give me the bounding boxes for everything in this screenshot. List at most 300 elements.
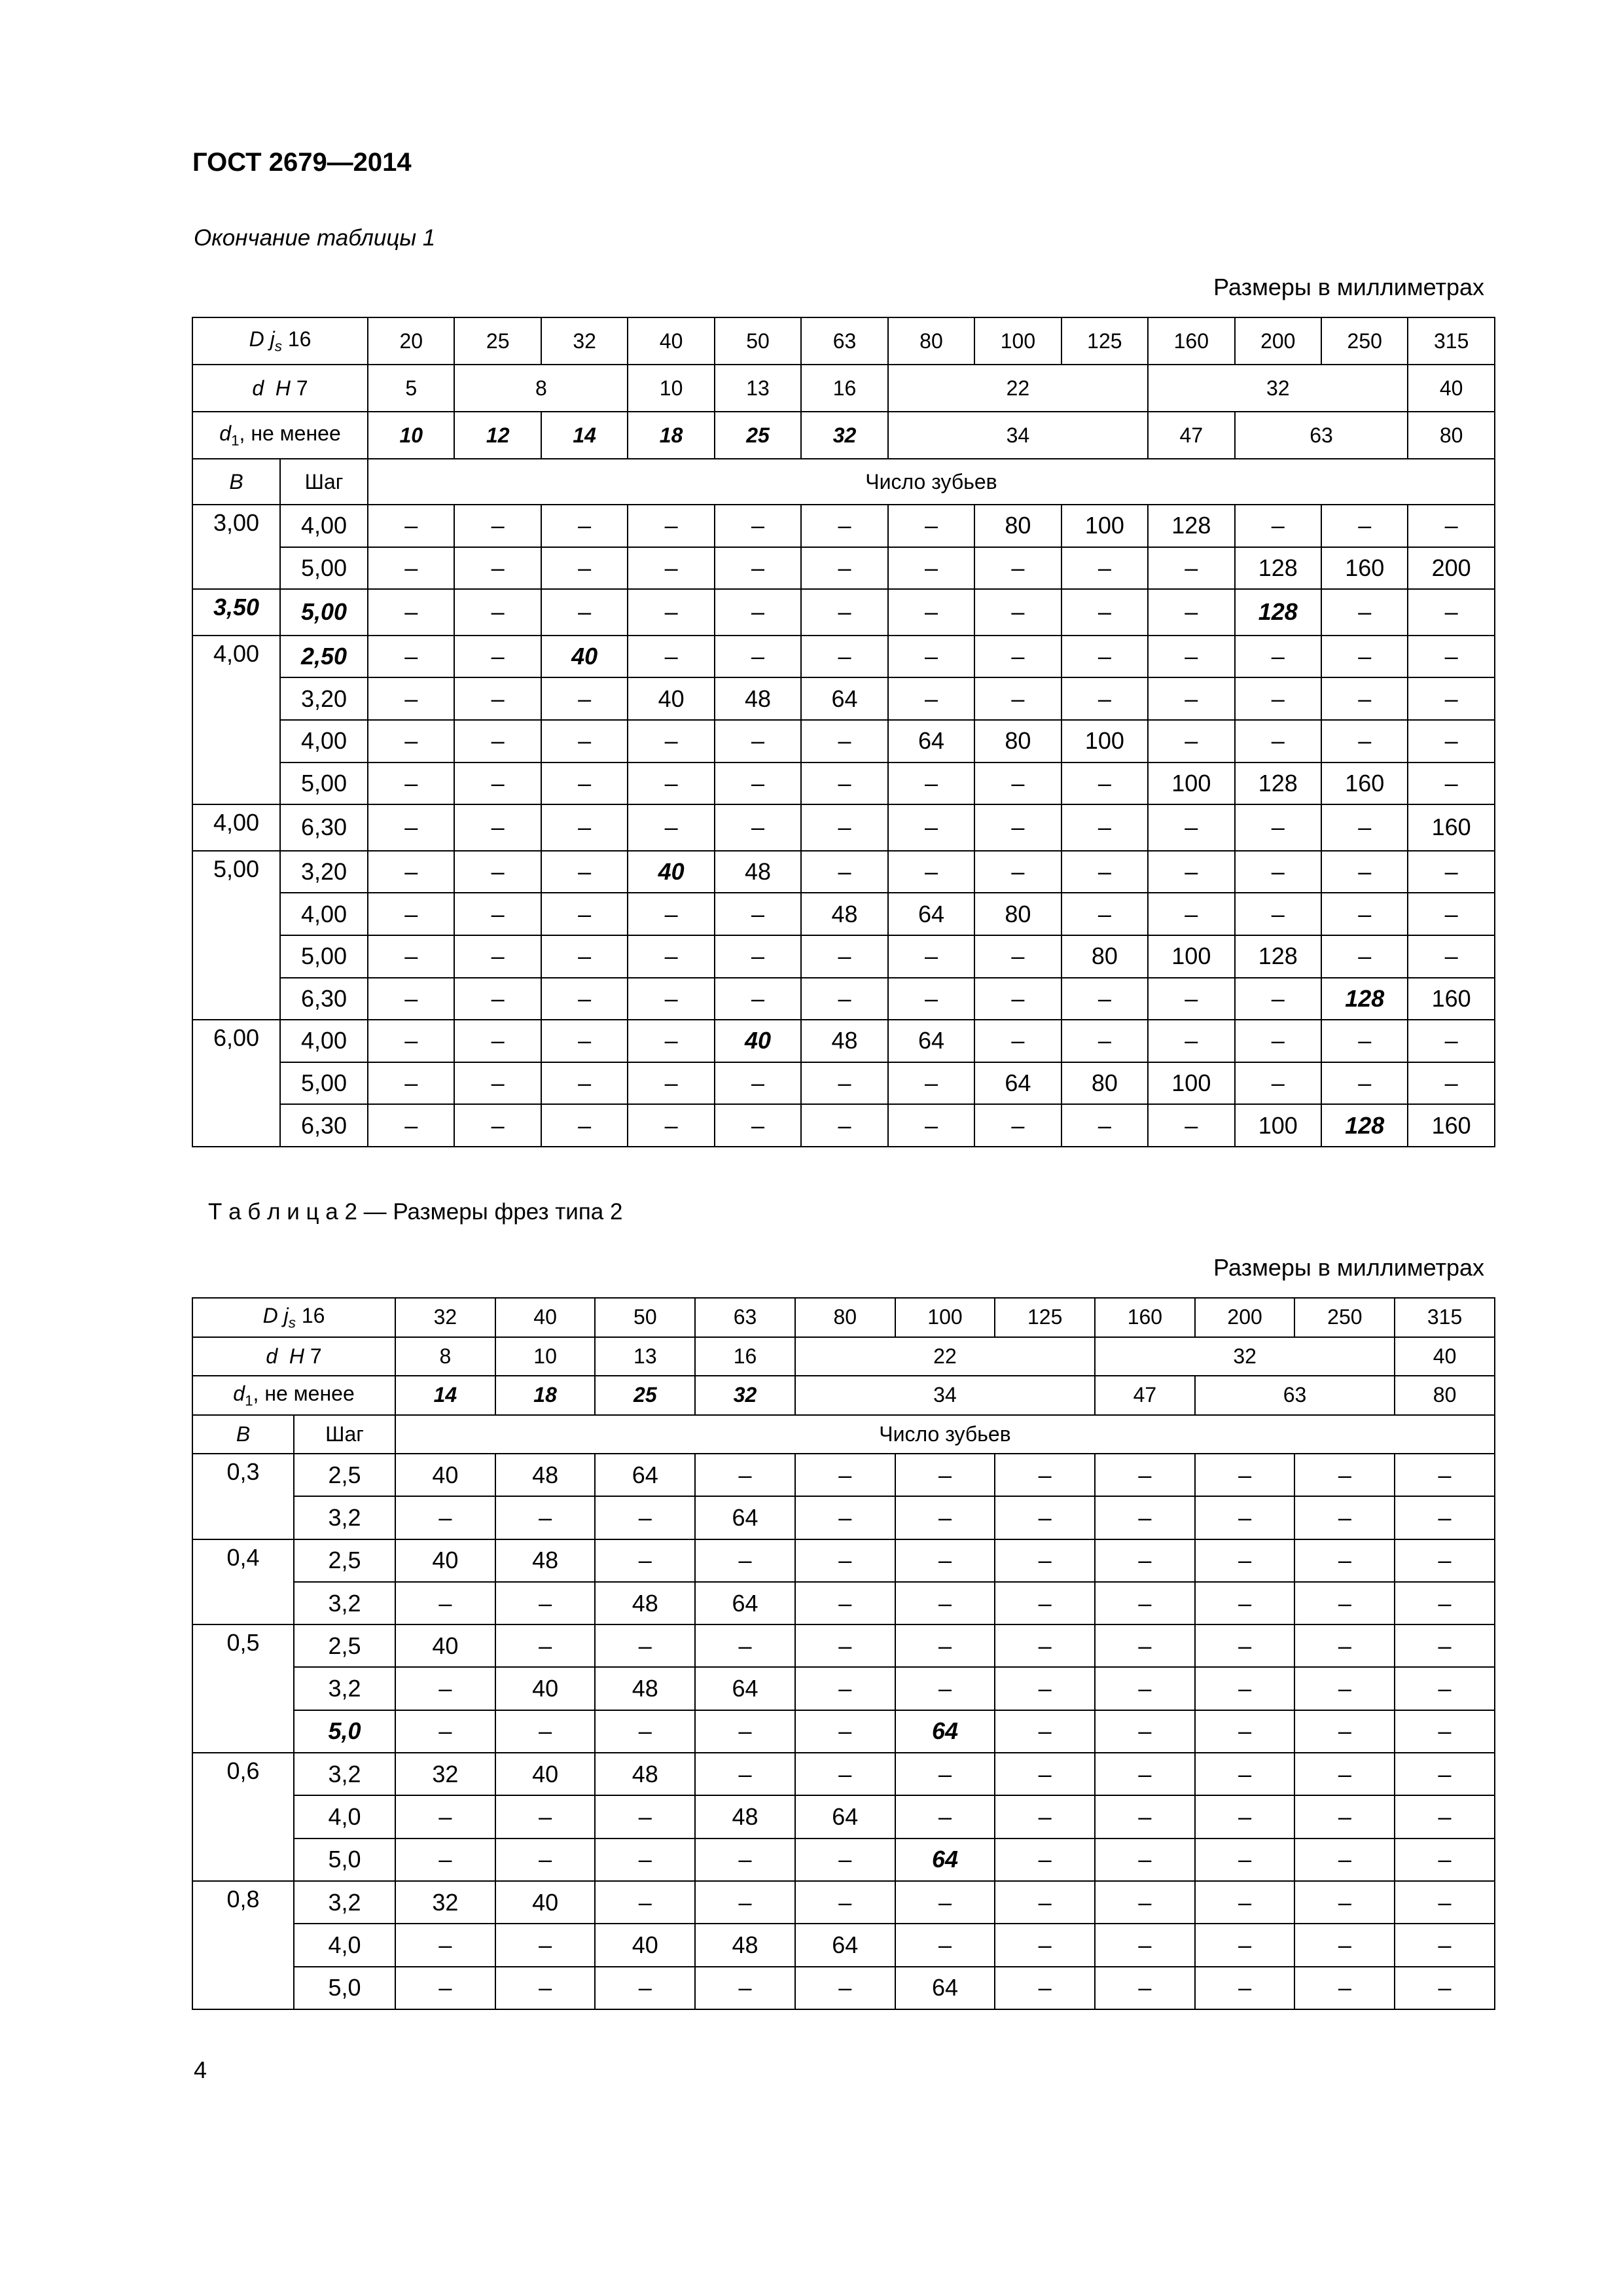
cell-teeth: – [715,720,801,762]
cell-teeth: – [974,589,1061,636]
table-row [192,1104,1495,1147]
cell-teeth: – [715,935,801,978]
cell-teeth: – [1148,893,1234,935]
cell-teeth: – [1321,636,1408,678]
cell-teeth: – [895,1753,995,1795]
cell-teeth: – [995,1924,1095,1966]
cell-teeth: – [454,677,541,720]
table-row [192,1710,1495,1753]
cell-teeth: – [454,1062,541,1105]
cell-teeth: – [1061,1104,1148,1147]
cell-teeth: – [628,893,714,935]
header-cell: 80 [795,1298,895,1337]
cell-teeth: – [995,1539,1095,1582]
cell-teeth: – [1321,720,1408,762]
cell-teeth: – [628,804,714,851]
cell-step: 2,5 [294,1454,395,1496]
cell-teeth: – [995,1496,1095,1539]
cell-teeth: – [1235,1062,1321,1105]
cell-teeth: – [1395,1967,1495,2009]
cell-teeth: – [495,1582,596,1624]
cell-teeth: – [395,1839,495,1881]
cell-B: 0,4 [192,1539,294,1625]
cell-teeth: 40 [495,1753,596,1795]
cell-teeth: – [1321,804,1408,851]
cell-teeth: – [995,1967,1095,2009]
cell-teeth: – [1148,851,1234,893]
cell-teeth: – [1395,1624,1495,1667]
cell-teeth: – [1235,677,1321,720]
cell-teeth: – [495,1967,596,2009]
cell-teeth: – [695,1881,795,1924]
header-cell: 34 [888,412,1148,459]
cell-teeth: – [888,677,974,720]
cell-teeth: – [715,893,801,935]
table-row [192,1582,1495,1624]
cell-teeth: – [801,589,887,636]
table-row [192,589,1495,636]
cell-teeth: – [1294,1667,1395,1710]
cell-teeth: 64 [888,893,974,935]
cell-teeth: – [395,1496,495,1539]
cell-teeth: 40 [541,636,628,678]
cell-teeth: – [795,1667,895,1710]
cell-teeth: – [1095,1710,1195,1753]
table-1 [192,317,1495,1147]
cell-teeth: – [368,1104,454,1147]
cell-teeth: – [1095,1839,1195,1881]
cell-teeth: – [801,978,887,1020]
header-cell: 13 [595,1337,695,1376]
cell-step: 4,00 [280,893,368,935]
cell-teeth: – [368,1062,454,1105]
header-cell: 40 [1408,365,1494,412]
cell-teeth: – [888,589,974,636]
header-cell: 14 [541,412,628,459]
cell-teeth: – [695,1539,795,1582]
cell-teeth: – [995,1667,1095,1710]
table-row [192,720,1495,762]
cell-teeth: – [1148,636,1234,678]
cell-teeth: – [368,505,454,547]
cell-teeth: – [895,1624,995,1667]
cell-teeth: – [1061,677,1148,720]
cell-teeth: – [595,1839,695,1881]
cell-teeth: – [1148,547,1234,590]
table-row [192,1795,1495,1838]
cell-teeth: – [495,1924,596,1966]
cell-teeth: – [368,589,454,636]
cell-teeth: – [715,1104,801,1147]
cell-teeth: – [1095,1881,1195,1924]
cell-teeth: – [715,978,801,1020]
cell-teeth: – [1195,1839,1295,1881]
cell-teeth: 40 [628,851,714,893]
cell-teeth: – [541,935,628,978]
header-cell: 80 [1408,412,1494,459]
cell-teeth: – [1095,1753,1195,1795]
cell-teeth: 64 [895,1839,995,1881]
cell-teeth: – [795,1881,895,1924]
cell-teeth: 100 [1148,762,1234,805]
cell-teeth: – [995,1710,1095,1753]
cell-teeth: – [454,1020,541,1062]
cell-teeth: – [974,978,1061,1020]
header-cell: 20 [368,317,454,365]
cell-teeth: – [1061,636,1148,678]
cell-teeth: – [974,935,1061,978]
cell-teeth: – [1061,762,1148,805]
cell-teeth: – [895,1496,995,1539]
cell-teeth: – [895,1454,995,1496]
cell-teeth: – [1061,851,1148,893]
header-cell: 250 [1294,1298,1395,1337]
cell-teeth: 48 [595,1753,695,1795]
table-row [192,1667,1495,1710]
cell-teeth: – [395,1967,495,2009]
cell-teeth: – [1195,1881,1295,1924]
cell-B: 0,5 [192,1624,294,1753]
cell-step: 4,0 [294,1924,395,1966]
cell-teeth: – [541,1104,628,1147]
cell-teeth: 40 [395,1624,495,1667]
cell-teeth: 64 [801,677,887,720]
cell-teeth: – [715,636,801,678]
cell-teeth: – [795,1454,895,1496]
cell-teeth: – [541,1020,628,1062]
cell-teeth: – [454,978,541,1020]
table-row [192,1020,1495,1062]
header-cell: 125 [1061,317,1148,365]
cell-teeth: – [395,1710,495,1753]
cell-teeth: – [1195,1667,1295,1710]
cell-teeth: 100 [1061,720,1148,762]
cell-teeth: – [1195,1967,1295,2009]
cell-teeth: – [541,762,628,805]
cell-teeth: – [541,1062,628,1105]
header-cell: 160 [1095,1298,1195,1337]
table-row [192,636,1495,678]
cell-teeth: 64 [974,1062,1061,1105]
cell-step: 3,2 [294,1667,395,1710]
cell-teeth: – [1294,1753,1395,1795]
cell-step: 6,30 [280,978,368,1020]
cell-teeth: 160 [1321,762,1408,805]
cell-teeth: – [454,804,541,851]
cell-step: 3,20 [280,677,368,720]
cell-teeth: – [628,547,714,590]
cell-teeth: – [454,720,541,762]
cell-teeth: – [801,720,887,762]
table-row [192,978,1495,1020]
cell-teeth: – [628,978,714,1020]
header-cell: 315 [1408,317,1494,365]
header-cell: 80 [888,317,974,365]
cell-teeth: – [1195,1924,1295,1966]
cell-teeth: 40 [395,1539,495,1582]
header-cell: 40 [628,317,714,365]
cell-teeth: – [1408,893,1494,935]
cell-B: 5,00 [192,851,280,1020]
cell-teeth: – [1395,1924,1495,1966]
cell-teeth: – [1095,1624,1195,1667]
cell-teeth: – [1095,1539,1195,1582]
cell-teeth: – [628,1062,714,1105]
header-cell: 32 [541,317,628,365]
cell-teeth: – [368,893,454,935]
header-cell: 10 [495,1337,596,1376]
cell-teeth: – [628,589,714,636]
cell-step: 3,2 [294,1496,395,1539]
cell-teeth: – [1061,804,1148,851]
row-label-D: D $j_s$ 16 [192,317,368,365]
cell-teeth: 80 [1061,1062,1148,1105]
cell-teeth: – [1321,589,1408,636]
cell-teeth: – [1408,935,1494,978]
cell-teeth: – [974,1020,1061,1062]
cell-teeth: – [1095,1795,1195,1838]
cell-teeth: – [541,720,628,762]
cell-B: 0,3 [192,1454,294,1539]
cell-teeth: – [1294,1795,1395,1838]
header-cell: 10 [368,412,454,459]
cell-teeth: – [888,851,974,893]
cell-teeth: – [1408,851,1494,893]
table-row [192,547,1495,590]
cell-teeth: – [795,1624,895,1667]
header-cell: 10 [628,365,714,412]
cell-teeth: 40 [595,1924,695,1966]
cell-teeth: – [1395,1539,1495,1582]
cell-teeth: – [628,505,714,547]
cell-step: 6,30 [280,804,368,851]
cell-teeth: – [454,1104,541,1147]
cell-teeth: – [1408,677,1494,720]
cell-teeth: – [695,1753,795,1795]
cell-teeth: – [1148,804,1234,851]
cell-teeth: 80 [974,505,1061,547]
cell-B: 4,00 [192,804,280,851]
cell-teeth: – [995,1839,1095,1881]
column-header-step: Шаг [294,1415,395,1454]
cell-teeth: – [801,1104,887,1147]
cell-teeth: 100 [1148,1062,1234,1105]
cell-teeth: – [1235,893,1321,935]
cell-teeth: – [888,978,974,1020]
header-cell: 315 [1395,1298,1495,1337]
cell-teeth: – [1195,1624,1295,1667]
table-1-caption: Окончание таблицы 1 [194,225,436,251]
cell-teeth: – [1395,1454,1495,1496]
cell-teeth: – [801,636,887,678]
cell-teeth: – [1294,1496,1395,1539]
table-row [192,893,1495,935]
cell-teeth: – [1195,1496,1295,1539]
cell-teeth: – [795,1967,895,2009]
cell-teeth: – [995,1624,1095,1667]
cell-teeth: – [1294,1624,1395,1667]
cell-teeth: – [368,762,454,805]
cell-teeth: – [595,1496,695,1539]
table-row [192,1881,1495,1924]
cell-teeth: – [1061,978,1148,1020]
cell-teeth: 48 [801,893,887,935]
header-cell: 40 [1395,1337,1495,1376]
cell-teeth: – [1294,1710,1395,1753]
cell-teeth: – [454,762,541,805]
cell-teeth: – [1294,1539,1395,1582]
cell-teeth: – [715,505,801,547]
cell-teeth: 40 [628,677,714,720]
cell-teeth: 40 [495,1881,596,1924]
cell-teeth: – [795,1710,895,1753]
cell-teeth: – [368,1020,454,1062]
cell-teeth: – [1195,1795,1295,1838]
cell-teeth: – [715,762,801,805]
cell-teeth: – [1395,1710,1495,1753]
cell-teeth: 48 [495,1539,596,1582]
cell-teeth: – [541,804,628,851]
cell-teeth: – [1061,547,1148,590]
cell-teeth: 80 [1061,935,1148,978]
cell-teeth: – [454,547,541,590]
cell-teeth: – [1148,1020,1234,1062]
table-2-caption: Т а б л и ц а 2 — Размеры фрез типа 2 [208,1199,623,1225]
cell-teeth: – [395,1924,495,1966]
cell-teeth: 160 [1321,547,1408,590]
header-cell: 80 [1395,1376,1495,1415]
cell-teeth: – [1148,978,1234,1020]
cell-teeth: – [1321,893,1408,935]
cell-teeth: 32 [395,1753,495,1795]
cell-teeth: – [1408,636,1494,678]
cell-teeth: 64 [695,1496,795,1539]
header-cell: 12 [454,412,541,459]
cell-teeth: – [395,1795,495,1838]
cell-teeth: 64 [895,1710,995,1753]
cell-teeth: – [895,1881,995,1924]
cell-teeth: – [368,978,454,1020]
cell-teeth: 64 [895,1967,995,2009]
cell-teeth: – [368,851,454,893]
cell-teeth: – [974,851,1061,893]
cell-teeth: – [368,547,454,590]
cell-teeth: – [1095,1967,1195,2009]
cell-step: 4,0 [294,1795,395,1838]
cell-teeth: – [974,762,1061,805]
cell-teeth: – [368,804,454,851]
cell-step: 4,00 [280,505,368,547]
header-cell: 32 [695,1376,795,1415]
cell-teeth: – [888,1104,974,1147]
header-cell: 16 [801,365,887,412]
cell-step: 4,00 [280,720,368,762]
table-header-row-D [192,1298,1495,1337]
table-row [192,1539,1495,1582]
cell-teeth: – [454,893,541,935]
cell-teeth: – [1095,1924,1195,1966]
header-cell: 250 [1321,317,1408,365]
cell-B: 3,50 [192,589,280,636]
cell-teeth: – [628,935,714,978]
cell-step: 2,50 [280,636,368,678]
cell-teeth: – [888,636,974,678]
table-row [192,851,1495,893]
header-cell: 100 [974,317,1061,365]
cell-B: 0,8 [192,1881,294,2009]
row-label-d: d H 7 [192,365,368,412]
header-cell: 63 [695,1298,795,1337]
cell-teeth: 160 [1408,804,1494,851]
column-header-B: B [192,459,280,505]
cell-teeth: – [454,589,541,636]
cell-teeth: – [1294,1839,1395,1881]
table-header-row-d1 [192,412,1495,459]
cell-teeth: – [1395,1582,1495,1624]
cell-teeth: – [1195,1454,1295,1496]
cell-teeth: – [1294,1582,1395,1624]
cell-teeth: – [1321,851,1408,893]
cell-teeth: – [888,804,974,851]
table-header-row-d [192,1337,1495,1376]
cell-teeth: – [1235,978,1321,1020]
cell-teeth: – [628,1020,714,1062]
cell-teeth: – [1294,1967,1395,2009]
header-cell: 125 [995,1298,1095,1337]
cell-teeth: 48 [595,1582,695,1624]
cell-teeth: – [795,1539,895,1582]
cell-teeth: 128 [1235,935,1321,978]
column-header-teeth: Число зубьев [395,1415,1495,1454]
cell-teeth: – [595,1710,695,1753]
cell-step: 5,00 [280,589,368,636]
cell-step: 3,20 [280,851,368,893]
cell-teeth: – [995,1582,1095,1624]
cell-teeth: – [1148,589,1234,636]
table-row [192,677,1495,720]
cell-teeth: – [628,720,714,762]
cell-teeth: – [1395,1753,1495,1795]
cell-step: 5,0 [294,1967,395,2009]
header-cell: 8 [454,365,628,412]
cell-teeth: – [795,1582,895,1624]
header-cell: 25 [454,317,541,365]
cell-teeth: – [368,935,454,978]
header-cell: 63 [1235,412,1408,459]
cell-teeth: 160 [1408,978,1494,1020]
cell-teeth: 48 [715,677,801,720]
cell-teeth: – [801,505,887,547]
table-header-row-D [192,317,1495,365]
table-row [192,1454,1495,1496]
cell-teeth: 64 [795,1795,895,1838]
table-2-units-note: Размеры в миллиметрах [1213,1254,1484,1281]
cell-teeth: 64 [888,720,974,762]
cell-step: 6,30 [280,1104,368,1147]
cell-teeth: – [1408,505,1494,547]
cell-teeth: – [541,505,628,547]
cell-teeth: 32 [395,1881,495,1924]
cell-teeth: – [1095,1496,1195,1539]
cell-teeth: 48 [595,1667,695,1710]
cell-teeth: – [795,1839,895,1881]
cell-teeth: – [995,1753,1095,1795]
cell-teeth: 48 [715,851,801,893]
cell-teeth: – [1408,762,1494,805]
cell-teeth: – [368,636,454,678]
cell-teeth: – [541,547,628,590]
header-cell: 160 [1148,317,1234,365]
